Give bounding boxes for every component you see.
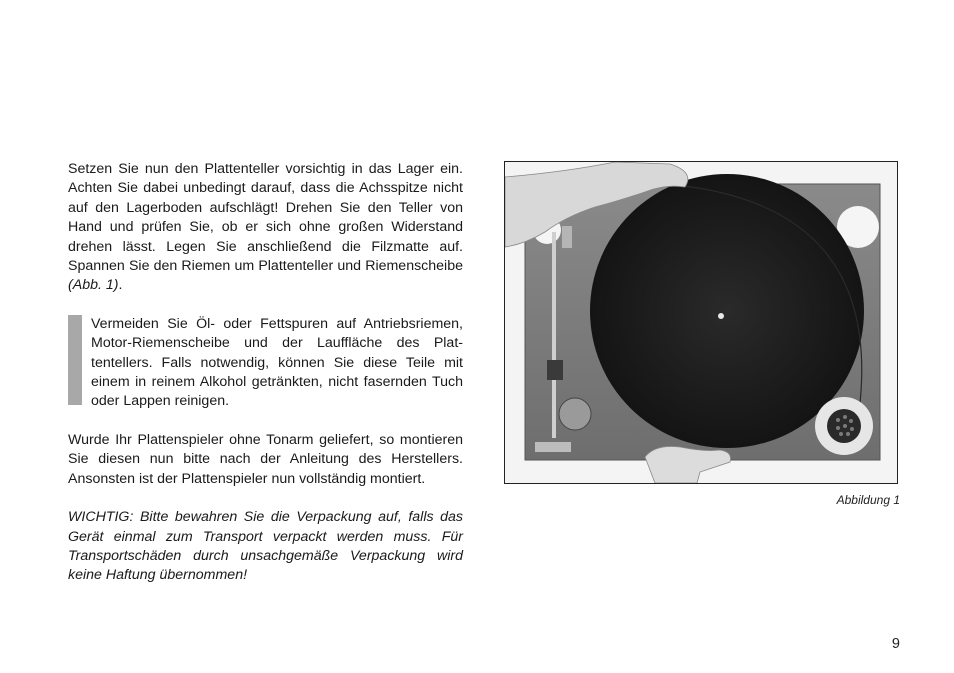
text-column (68, 160, 463, 586)
spindle (718, 313, 724, 319)
figure-caption: Abbildung 1 (836, 493, 900, 507)
note-text: Vermeiden Sie Öl- oder Fettspuren auf Antriebsriemen, Motor-Riemenscheibe und der Lauffläche des Plattentellers. Falls notwendig, können Sie diese Teile mit einem in reinem Alkohol getränkten, nicht fasernden Tuch oder Lappen reinigen. (91, 315, 463, 410)
note-block (68, 315, 463, 412)
tonearm-counterweight (547, 360, 563, 380)
paragraph-tonearm: Wurde Ihr Plattenspieler ohne Tonarm geliefert, so montieren Sie diesen nun bitte nach der Anleitung des Herstellers. Ansonsten ist der Plattenspieler nun vollständig montiert. (68, 431, 463, 487)
page-number: 9 (891, 636, 900, 652)
turntable-photo-illustration (505, 162, 897, 483)
tonearm-tube (552, 232, 556, 438)
arm-rest (562, 226, 572, 248)
warning-paragraph: WICHTIG: Bitte bewahren Sie die Verpackung auf, falls das Gerät einmal zum Transport verpackt werden muss. Für Transportschäden durch unsachgemäße Verpackung wird keine Haftung übernommen! (68, 509, 463, 584)
note-marker-bar (68, 315, 82, 405)
tonearm-base (559, 398, 591, 430)
paragraph-platter-install-text: Setzen Sie nun den Plattenteller vorsichtig in das Lager ein. Achten Sie dabei unbedingt darauf, dass die Achsspitze nicht auf den Lagerboden aufschlägt! Drehen Sie den Teller von Hand und prüfen Sie, ob er sich ohne großen Widerstand drehen lässt. Legen Sie anschließend die Filzmatte auf. Spannen Sie den Riemen um Plattenteller und Riemenscheibe (68, 161, 463, 275)
paragraph-platter-install (68, 160, 463, 296)
paragraph-platter-install-end: . (118, 277, 123, 294)
headshell (535, 442, 571, 452)
turntable-photo (504, 161, 898, 484)
figure-reference: (Abb. 1) (68, 277, 119, 294)
